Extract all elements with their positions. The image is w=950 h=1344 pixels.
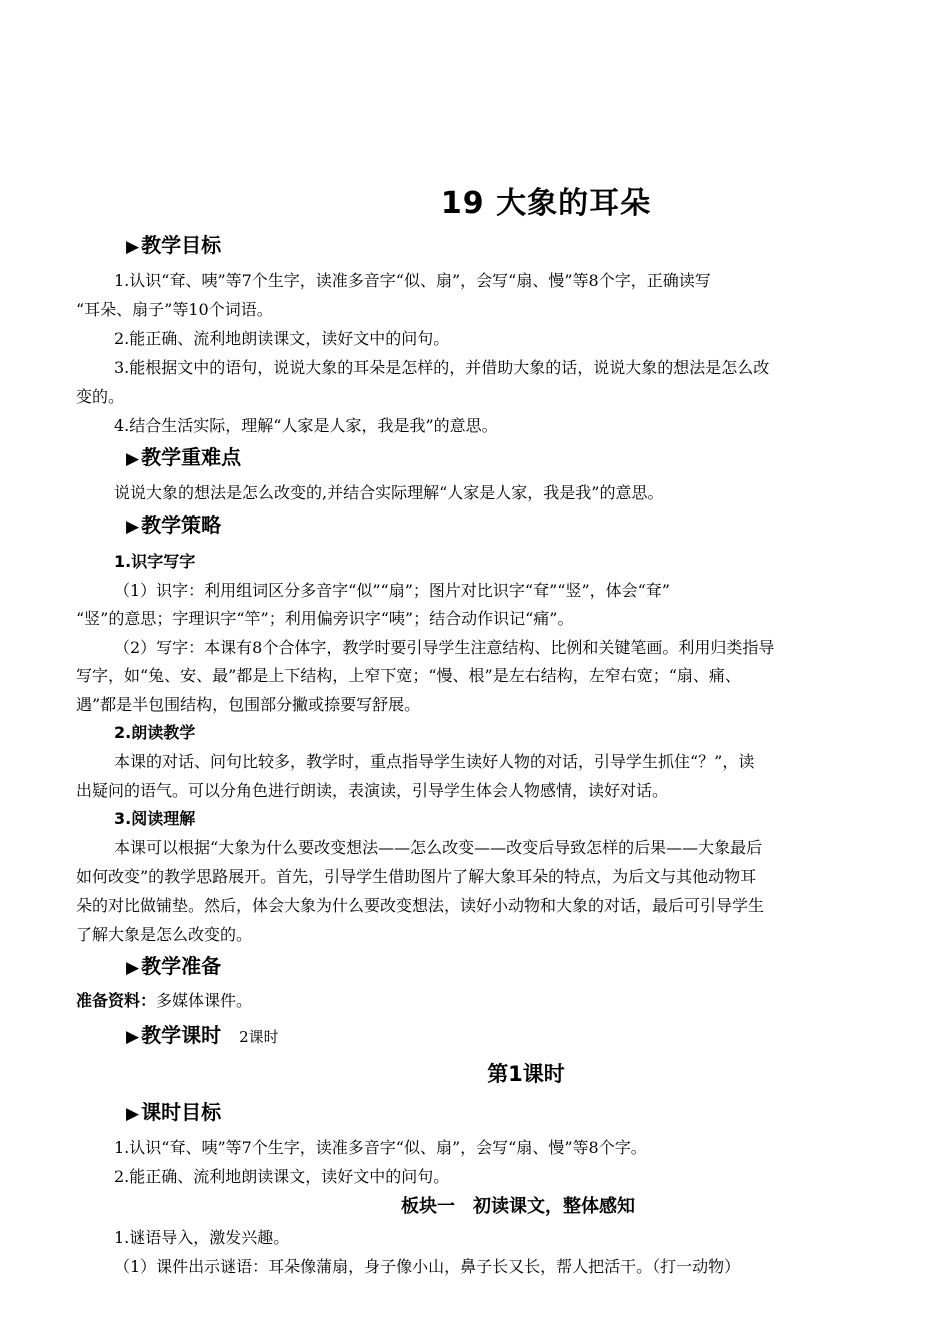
triangle-bullet-icon: ▶ (126, 1027, 140, 1047)
triangle-bullet-icon: ▶ (126, 517, 140, 537)
hours-value: 2课时 (239, 1028, 279, 1046)
section-heading-lesson-goals (126, 1099, 221, 1127)
block-1-line: （1）课件出示谜语：耳朵像蒲扇，身子像小山，鼻子长又长，帮人把活干。（打一动物） (114, 1257, 741, 1276)
section-label: 教学重难点 (141, 445, 242, 469)
strategy-line: 遇”都是半包围结构，包围部分撇或捺要写舒展。 (76, 695, 421, 714)
key-points-text: 说说大象的想法是怎么改变的,并结合实际理解“人家是人家，我是我”的意思。 (114, 483, 664, 502)
strategy-line: （2）写字：本课有8个合体字，教学时要引导学生注意结构、比例和关键笔画。利用归类指导 (114, 638, 775, 657)
preparation-line (76, 990, 252, 1012)
preparation-label: 准备资料： (76, 991, 157, 1010)
lesson-goal-line: 2.能正确、流利地朗读课文，读好文中的问句。 (114, 1167, 450, 1186)
strategy-line: 写字，如“兔、安、最”都是上下结构，上窄下宽；“慢、根”是左右结构，左窄右宽；“扇、痛、 (76, 666, 741, 685)
triangle-bullet-icon: ▶ (126, 1104, 140, 1124)
strategy-line: 出疑问的语气。可以分角色进行朗读，表演读，引导学生体会人物感情，读好对话。 (76, 781, 669, 800)
strategy-line: 本课的对话、问句比较多，教学时，重点指导学生读好人物的对话，引导学生抓住“？”，读 (114, 752, 755, 771)
strategy-line: 朵的对比做铺垫。然后，体会大象为什么要改变想法，读好小动物和大象的对话，最后可引导学生 (76, 896, 765, 915)
strategy-line: 如何改变”的教学思路展开。首先，引导学生借助图片了解大象耳朵的特点，为后文与其他动物耳 (76, 867, 757, 886)
lesson-1-title: 第1课时 (487, 1062, 565, 1086)
section-heading-strategy (126, 512, 221, 540)
section-heading-key-points (126, 444, 241, 472)
strategy-line: “竖”的意思；字理识字“竿”；利用偏旁识字“咦”；结合动作识记“痛”。 (76, 609, 574, 628)
objective-line: 1.认识“耷、咦”等7个生字，读准多音字“似、扇”，会写“扇、慢”等8个字，正确读写 (114, 271, 711, 290)
strategy-subheading: 2.朗读教学 (114, 723, 196, 742)
strategy-subheading: 3.阅读理解 (114, 809, 196, 828)
section-label: 教学目标 (141, 233, 222, 257)
strategy-line: （1）识字：利用组词区分多音字“似”“扇”；图片对比识字“耷”“竖”，体会“耷” (114, 581, 670, 600)
section-label: 教学策略 (141, 513, 222, 537)
section-heading-preparation (126, 953, 221, 981)
section-label: 课时目标 (141, 1100, 222, 1124)
preparation-value: 多媒体课件。 (156, 991, 253, 1010)
strategy-subheading: 1.识字写字 (114, 552, 196, 571)
section-heading-objectives (126, 232, 221, 260)
lesson-goal-line: 1.认识“耷、咦”等7个生字，读准多音字“似、扇”，会写“扇、慢”等8个字。 (114, 1138, 647, 1157)
objective-line: “耳朵、扇子”等10个词语。 (76, 300, 273, 319)
triangle-bullet-icon: ▶ (126, 449, 140, 469)
strategy-line: 本课可以根据“大象为什么要改变想法——怎么改变——改变后导致怎样的后果——大象最后 (114, 838, 763, 857)
section-heading-hours (126, 1022, 279, 1050)
objective-line: 变的。 (76, 387, 125, 406)
block-1-line: 1.谜语导入，激发兴趣。 (114, 1228, 290, 1247)
strategy-line: 了解大象是怎么改变的。 (76, 925, 253, 944)
section-label: 教学准备 (141, 954, 222, 978)
block-1-title: 板块一 初读课文，整体感知 (401, 1196, 635, 1217)
triangle-bullet-icon: ▶ (126, 237, 140, 257)
objective-line: 4.结合生活实际，理解“人家是人家，我是我”的意思。 (114, 416, 498, 435)
lesson-title: 19 大象的耳朵 (440, 186, 652, 221)
triangle-bullet-icon: ▶ (126, 958, 140, 978)
section-label: 教学课时 (141, 1023, 222, 1047)
objective-line: 2.能正确、流利地朗读课文，读好文中的问句。 (114, 329, 450, 348)
objective-line: 3.能根据文中的语句，说说大象的耳朵是怎样的，并借助大象的话，说说大象的想法是怎么改 (114, 358, 770, 377)
